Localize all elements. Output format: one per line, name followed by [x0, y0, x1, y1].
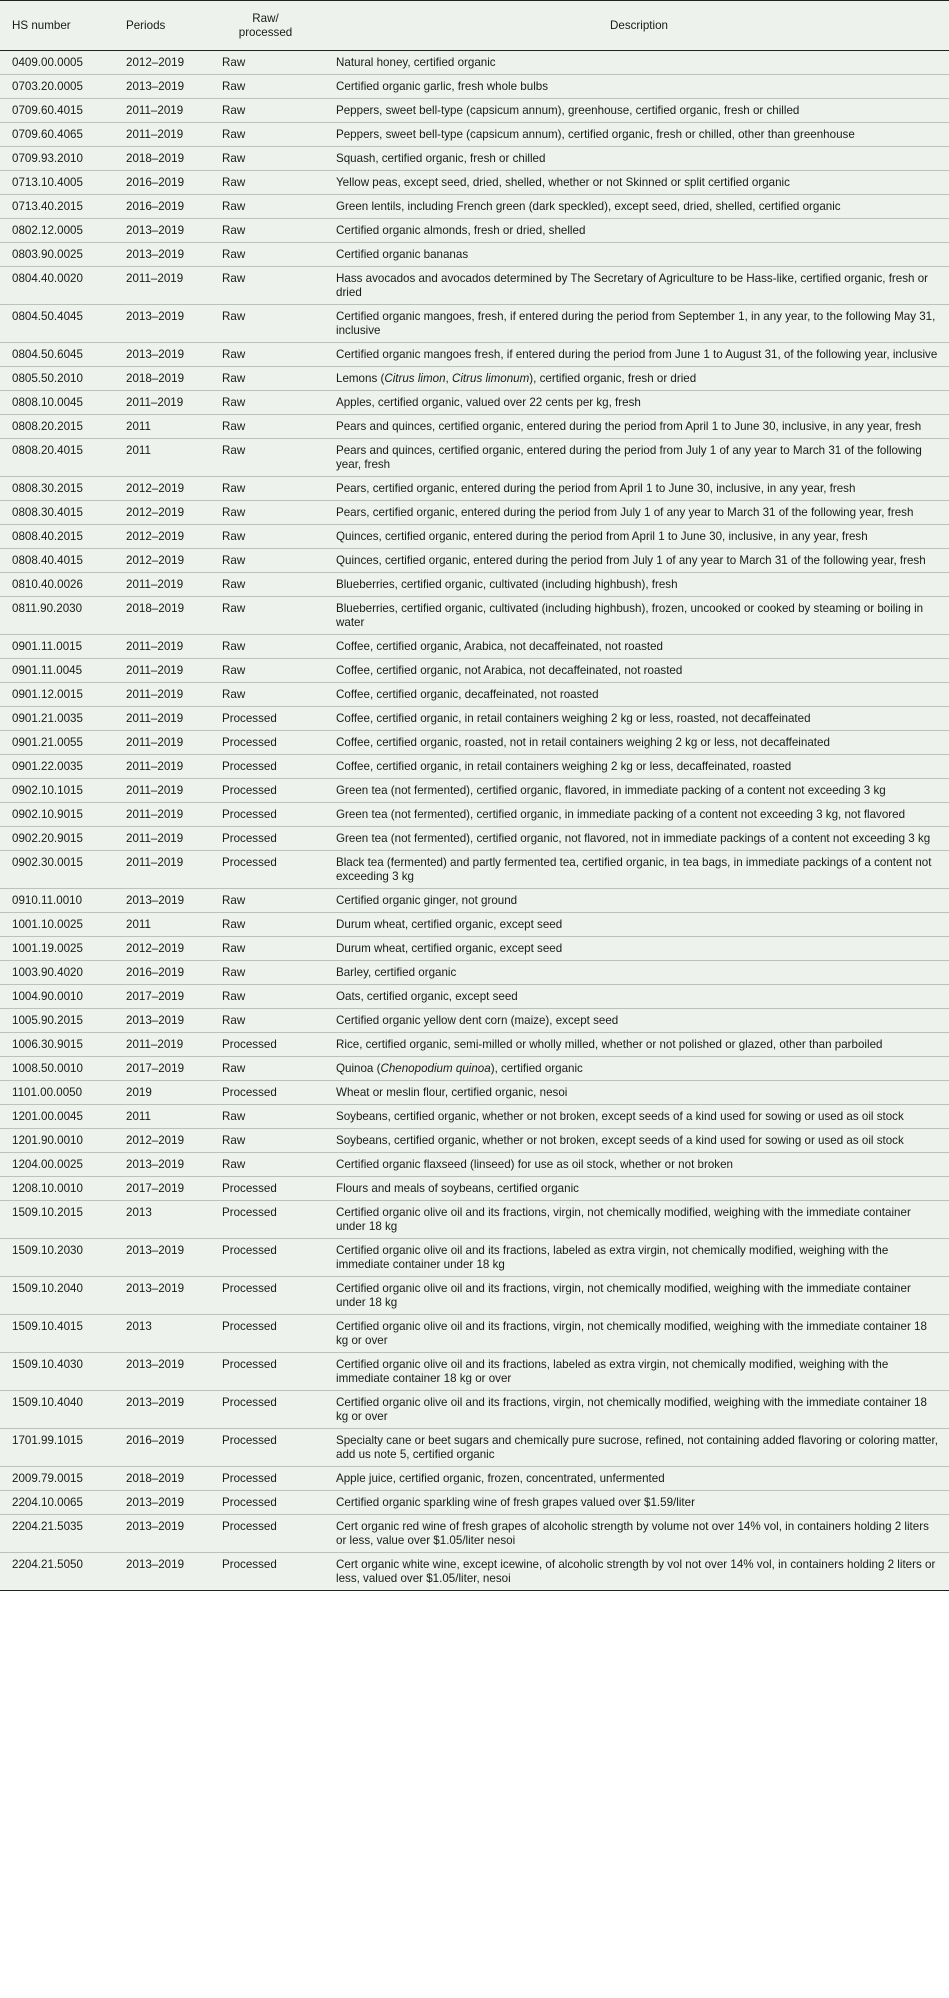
description-cell: Certified organic yellow dent corn (maize), except seed	[323, 1009, 949, 1033]
hs-number-cell: 0901.22.0035	[0, 755, 112, 779]
hs-number-cell: 1006.30.9015	[0, 1033, 112, 1057]
hs-number-cell: 1001.10.0025	[0, 913, 112, 937]
table-row	[0, 1129, 949, 1153]
raw-processed-cell: Raw	[210, 525, 323, 549]
period-cell: 2013–2019	[112, 889, 210, 913]
table-row	[0, 803, 949, 827]
description-cell: Flours and meals of soybeans, certified organic	[323, 1177, 949, 1201]
raw-processed-cell: Raw	[210, 501, 323, 525]
table-row	[0, 659, 949, 683]
column-header-periods: Periods	[112, 1, 210, 51]
description-cell: Oats, certified organic, except seed	[323, 985, 949, 1009]
description-cell: Black tea (fermented) and partly fermented tea, certified organic, in tea bags, in immediate packings of a content not exceeding 3 kg	[323, 851, 949, 889]
raw-processed-cell: Raw	[210, 171, 323, 195]
hs-number-cell: 0713.10.4005	[0, 171, 112, 195]
header-row	[0, 1, 949, 51]
raw-processed-cell: Raw	[210, 549, 323, 573]
raw-processed-cell: Raw	[210, 961, 323, 985]
description-cell: Certified organic olive oil and its fractions, virgin, not chemically modified, weighing with the immediate container under 18 kg	[323, 1277, 949, 1315]
period-cell: 2013–2019	[112, 75, 210, 99]
table-row	[0, 99, 949, 123]
period-cell: 2012–2019	[112, 525, 210, 549]
table-row	[0, 1515, 949, 1553]
description-cell: Cert organic red wine of fresh grapes of alcoholic strength by volume not over 14% vol, in containers holding 2 liters or less, value over $1.05/liter nesoi	[323, 1515, 949, 1553]
raw-processed-cell: Raw	[210, 597, 323, 635]
table-row	[0, 889, 949, 913]
hs-number-cell: 0409.00.0005	[0, 51, 112, 75]
hs-number-cell: 0713.40.2015	[0, 195, 112, 219]
period-cell: 2018–2019	[112, 1467, 210, 1491]
description-cell: Certified organic garlic, fresh whole bulbs	[323, 75, 949, 99]
hs-number-cell: 0901.11.0045	[0, 659, 112, 683]
period-cell: 2013–2019	[112, 1391, 210, 1429]
raw-processed-cell: Processed	[210, 1277, 323, 1315]
raw-processed-cell: Processed	[210, 1391, 323, 1429]
column-header-description: Description	[323, 1, 949, 51]
period-cell: 2011–2019	[112, 659, 210, 683]
table-row	[0, 477, 949, 501]
raw-processed-cell: Raw	[210, 99, 323, 123]
hs-number-cell: 1005.90.2015	[0, 1009, 112, 1033]
period-cell: 2012–2019	[112, 937, 210, 961]
description-cell: Apple juice, certified organic, frozen, concentrated, unfermented	[323, 1467, 949, 1491]
hs-number-cell: 0811.90.2030	[0, 597, 112, 635]
table-row	[0, 549, 949, 573]
period-cell: 2011–2019	[112, 99, 210, 123]
table-row	[0, 195, 949, 219]
table-row	[0, 913, 949, 937]
description-cell: Barley, certified organic	[323, 961, 949, 985]
period-cell: 2013	[112, 1201, 210, 1239]
description-cell: Durum wheat, certified organic, except seed	[323, 937, 949, 961]
raw-processed-cell: Raw	[210, 195, 323, 219]
description-text: ), certified organic, fresh or dried	[529, 372, 697, 385]
hs-number-cell: 0803.90.0025	[0, 243, 112, 267]
raw-processed-cell: Raw	[210, 219, 323, 243]
description-cell	[323, 367, 949, 391]
hs-number-cell: 0901.11.0015	[0, 635, 112, 659]
hs-number-cell: 0808.10.0045	[0, 391, 112, 415]
table-row	[0, 1177, 949, 1201]
description-cell: Cert organic white wine, except icewine, of alcoholic strength by vol not over 14% vol, in containers holding 2 liters or less, valued over $1.05/liter, nesoi	[323, 1553, 949, 1591]
period-cell: 2011–2019	[112, 731, 210, 755]
description-cell: Certified organic mangoes, fresh, if entered during the period from September 1, in any year, to the following May 31, inclusive	[323, 305, 949, 343]
hs-number-cell: 0703.20.0005	[0, 75, 112, 99]
hs-number-cell: 1509.10.2040	[0, 1277, 112, 1315]
hs-number-cell: 2009.79.0015	[0, 1467, 112, 1491]
raw-processed-cell: Processed	[210, 1315, 323, 1353]
raw-processed-cell: Processed	[210, 731, 323, 755]
period-cell: 2013–2019	[112, 243, 210, 267]
raw-processed-cell: Raw	[210, 913, 323, 937]
period-cell: 2016–2019	[112, 961, 210, 985]
species-name: Citrus limon	[384, 372, 446, 385]
period-cell: 2013–2019	[112, 1009, 210, 1033]
period-cell: 2011–2019	[112, 123, 210, 147]
description-cell: Certified organic mangoes fresh, if entered during the period from June 1 to August 31, of the following year, inclusive	[323, 343, 949, 367]
raw-processed-cell: Processed	[210, 1201, 323, 1239]
hs-number-cell: 0808.30.4015	[0, 501, 112, 525]
description-text: ), certified organic	[490, 1062, 583, 1075]
period-cell: 2013–2019	[112, 1353, 210, 1391]
table-row	[0, 1153, 949, 1177]
description-cell: Soybeans, certified organic, whether or not broken, except seeds of a kind used for sowing or used as oil stock	[323, 1105, 949, 1129]
period-cell: 2016–2019	[112, 171, 210, 195]
period-cell: 2013–2019	[112, 1277, 210, 1315]
description-cell: Yellow peas, except seed, dried, shelled, whether or not Skinned or split certified organic	[323, 171, 949, 195]
table-row	[0, 851, 949, 889]
description-text: ,	[445, 372, 452, 385]
description-cell: Squash, certified organic, fresh or chilled	[323, 147, 949, 171]
raw-processed-cell: Raw	[210, 243, 323, 267]
description-text: Quinoa (	[336, 1062, 381, 1075]
hs-number-cell: 1003.90.4020	[0, 961, 112, 985]
raw-processed-cell: Processed	[210, 803, 323, 827]
description-cell: Blueberries, certified organic, cultivated (including highbush), frozen, uncooked or cooked by steaming or boiling in water	[323, 597, 949, 635]
description-cell: Pears, certified organic, entered during the period from April 1 to June 30, inclusive, in any year, fresh	[323, 477, 949, 501]
description-cell: Pears and quinces, certified organic, entered during the period from April 1 to June 30, inclusive, in any year, fresh	[323, 415, 949, 439]
description-cell: Certified organic olive oil and its fractions, virgin, not chemically modified, weighing with the immediate container 18 kg or over	[323, 1391, 949, 1429]
table-row	[0, 171, 949, 195]
hs-number-cell: 0808.30.2015	[0, 477, 112, 501]
description-cell: Certified organic sparkling wine of fresh grapes valued over $1.59/liter	[323, 1491, 949, 1515]
period-cell: 2011–2019	[112, 635, 210, 659]
hs-number-cell: 0902.10.9015	[0, 803, 112, 827]
raw-processed-cell: Processed	[210, 1081, 323, 1105]
hs-number-cell: 0709.60.4015	[0, 99, 112, 123]
period-cell: 2012–2019	[112, 1129, 210, 1153]
table-row	[0, 1033, 949, 1057]
table-row	[0, 51, 949, 75]
hs-number-cell: 0805.50.2010	[0, 367, 112, 391]
raw-processed-cell: Processed	[210, 1177, 323, 1201]
raw-processed-cell: Processed	[210, 779, 323, 803]
table-row	[0, 1239, 949, 1277]
hs-number-cell: 0802.12.0005	[0, 219, 112, 243]
table-row	[0, 573, 949, 597]
period-cell: 2013–2019	[112, 343, 210, 367]
period-cell: 2018–2019	[112, 597, 210, 635]
raw-processed-cell: Raw	[210, 75, 323, 99]
hs-number-cell: 0804.50.4045	[0, 305, 112, 343]
description-cell: Coffee, certified organic, in retail containers weighing 2 kg or less, decaffeinated, roasted	[323, 755, 949, 779]
period-cell: 2011	[112, 1105, 210, 1129]
table-row	[0, 1105, 949, 1129]
table-row	[0, 367, 949, 391]
period-cell: 2013	[112, 1315, 210, 1353]
period-cell: 2011–2019	[112, 267, 210, 305]
hs-number-cell: 1201.90.0010	[0, 1129, 112, 1153]
table-row	[0, 597, 949, 635]
column-header-raw-line2: processed	[238, 25, 293, 39]
period-cell: 2011–2019	[112, 573, 210, 597]
hs-number-cell: 2204.21.5035	[0, 1515, 112, 1553]
hs-number-cell: 0902.20.9015	[0, 827, 112, 851]
period-cell: 2017–2019	[112, 1177, 210, 1201]
period-cell: 2019	[112, 1081, 210, 1105]
period-cell: 2013–2019	[112, 305, 210, 343]
column-header-hs-number: HS number	[0, 1, 112, 51]
period-cell: 2017–2019	[112, 985, 210, 1009]
species-name: Chenopodium quinoa	[380, 1062, 491, 1075]
description-cell: Pears, certified organic, entered during the period from July 1 of any year to March 31 of the following year, fresh	[323, 501, 949, 525]
hs-number-cell: 0901.12.0015	[0, 683, 112, 707]
description-cell: Coffee, certified organic, in retail containers weighing 2 kg or less, roasted, not decaffeinated	[323, 707, 949, 731]
description-cell: Green tea (not fermented), certified organic, not flavored, not in immediate packings of a content not exceeding 3 kg	[323, 827, 949, 851]
table-header	[0, 1, 949, 51]
hs-number-cell: 0709.60.4065	[0, 123, 112, 147]
table-row	[0, 525, 949, 549]
raw-processed-cell: Raw	[210, 51, 323, 75]
raw-processed-cell: Raw	[210, 683, 323, 707]
raw-processed-cell: Processed	[210, 1553, 323, 1591]
raw-processed-cell: Raw	[210, 937, 323, 961]
raw-processed-cell: Raw	[210, 147, 323, 171]
table-row	[0, 123, 949, 147]
column-header-raw-line1: Raw/	[252, 11, 279, 25]
raw-processed-cell: Raw	[210, 1009, 323, 1033]
period-cell: 2018–2019	[112, 147, 210, 171]
hs-number-cell: 2204.21.5050	[0, 1553, 112, 1591]
description-cell: Green tea (not fermented), certified organic, in immediate packing of a content not exceeding 3 kg, not flavored	[323, 803, 949, 827]
hs-number-cell: 0901.21.0035	[0, 707, 112, 731]
raw-processed-cell: Raw	[210, 477, 323, 501]
description-cell: Pears and quinces, certified organic, entered during the period from July 1 of any year to March 31 of the following year, fresh	[323, 439, 949, 477]
hs-number-cell: 0808.40.4015	[0, 549, 112, 573]
table-row	[0, 1353, 949, 1391]
period-cell: 2011–2019	[112, 683, 210, 707]
table-row	[0, 985, 949, 1009]
hs-number-cell: 1008.50.0010	[0, 1057, 112, 1081]
table-row	[0, 1201, 949, 1239]
table-row	[0, 1391, 949, 1429]
table-row	[0, 1277, 949, 1315]
raw-processed-cell: Processed	[210, 1429, 323, 1467]
hs-number-cell: 2204.10.0065	[0, 1491, 112, 1515]
raw-processed-cell: Raw	[210, 267, 323, 305]
description-cell: Apples, certified organic, valued over 22 cents per kg, fresh	[323, 391, 949, 415]
table-row	[0, 683, 949, 707]
table-row	[0, 937, 949, 961]
description-cell: Certified organic olive oil and its fractions, virgin, not chemically modified, weighing with the immediate container under 18 kg	[323, 1201, 949, 1239]
period-cell: 2011	[112, 913, 210, 937]
hs-number-cell: 0808.40.2015	[0, 525, 112, 549]
description-cell: Green lentils, including French green (dark speckled), except seed, dried, shelled, certified organic	[323, 195, 949, 219]
description-cell: Natural honey, certified organic	[323, 51, 949, 75]
species-name: Citrus limonum	[451, 372, 530, 385]
raw-processed-cell: Raw	[210, 415, 323, 439]
hs-number-cell: 0810.40.0026	[0, 573, 112, 597]
table-row	[0, 501, 949, 525]
hs-number-cell: 0804.50.6045	[0, 343, 112, 367]
period-cell: 2011–2019	[112, 827, 210, 851]
raw-processed-cell: Raw	[210, 1105, 323, 1129]
raw-processed-cell: Raw	[210, 635, 323, 659]
table-body	[0, 51, 949, 1591]
hs-number-cell: 0902.30.0015	[0, 851, 112, 889]
description-cell: Hass avocados and avocados determined by The Secretary of Agriculture to be Hass-like, certified organic, fresh or dried	[323, 267, 949, 305]
period-cell: 2011–2019	[112, 391, 210, 415]
description-cell: Coffee, certified organic, not Arabica, not decaffeinated, not roasted	[323, 659, 949, 683]
period-cell: 2012–2019	[112, 549, 210, 573]
table-row	[0, 147, 949, 171]
hs-number-cell: 1509.10.2030	[0, 1239, 112, 1277]
period-cell: 2017–2019	[112, 1057, 210, 1081]
period-cell: 2013–2019	[112, 1239, 210, 1277]
hs-number-cell: 1101.00.0050	[0, 1081, 112, 1105]
raw-processed-cell: Raw	[210, 1057, 323, 1081]
raw-processed-cell: Raw	[210, 985, 323, 1009]
description-cell: Certified organic almonds, fresh or dried, shelled	[323, 219, 949, 243]
raw-processed-cell: Raw	[210, 123, 323, 147]
period-cell: 2012–2019	[112, 477, 210, 501]
period-cell: 2013–2019	[112, 1553, 210, 1591]
table-row	[0, 415, 949, 439]
description-cell: Coffee, certified organic, Arabica, not decaffeinated, not roasted	[323, 635, 949, 659]
table-row	[0, 243, 949, 267]
raw-processed-cell: Processed	[210, 1467, 323, 1491]
hs-number-cell: 1001.19.0025	[0, 937, 112, 961]
column-header-raw-processed	[210, 1, 323, 51]
raw-processed-cell: Raw	[210, 439, 323, 477]
raw-processed-cell: Raw	[210, 1129, 323, 1153]
hs-number-cell: 1509.10.4030	[0, 1353, 112, 1391]
raw-processed-cell: Raw	[210, 1153, 323, 1177]
table-row	[0, 1491, 949, 1515]
period-cell: 2011	[112, 439, 210, 477]
period-cell: 2012–2019	[112, 51, 210, 75]
hs-number-cell: 0808.20.2015	[0, 415, 112, 439]
hs-number-cell: 0902.10.1015	[0, 779, 112, 803]
description-cell: Coffee, certified organic, decaffeinated, not roasted	[323, 683, 949, 707]
table-row	[0, 1553, 949, 1591]
period-cell: 2016–2019	[112, 1429, 210, 1467]
raw-processed-cell: Processed	[210, 1515, 323, 1553]
hs-number-cell: 0901.21.0055	[0, 731, 112, 755]
description-cell: Specialty cane or beet sugars and chemically pure sucrose, refined, not containing added flavoring or coloring matter, add us note 5, certified organic	[323, 1429, 949, 1467]
raw-processed-cell: Processed	[210, 755, 323, 779]
table-row	[0, 1429, 949, 1467]
table-row	[0, 1081, 949, 1105]
table-row	[0, 755, 949, 779]
table-row	[0, 961, 949, 985]
description-cell: Certified organic olive oil and its fractions, labeled as extra virgin, not chemically modified, weighing with the immediate container 18 kg or over	[323, 1353, 949, 1391]
period-cell: 2011–2019	[112, 707, 210, 731]
description-cell: Rice, certified organic, semi-milled or wholly milled, whether or not polished or glazed, other than parboiled	[323, 1033, 949, 1057]
hs-number-cell: 1201.00.0045	[0, 1105, 112, 1129]
raw-processed-cell: Raw	[210, 659, 323, 683]
table-row	[0, 779, 949, 803]
period-cell: 2012–2019	[112, 501, 210, 525]
table-row	[0, 1057, 949, 1081]
hs-number-cell: 0709.93.2010	[0, 147, 112, 171]
period-cell: 2011–2019	[112, 851, 210, 889]
raw-processed-cell: Raw	[210, 343, 323, 367]
period-cell: 2011–2019	[112, 779, 210, 803]
raw-processed-cell: Processed	[210, 1239, 323, 1277]
period-cell: 2018–2019	[112, 367, 210, 391]
hs-number-cell: 1509.10.4015	[0, 1315, 112, 1353]
description-cell: Certified organic flaxseed (linseed) for use as oil stock, whether or not broken	[323, 1153, 949, 1177]
table-row	[0, 1467, 949, 1491]
description-cell: Quinces, certified organic, entered during the period from April 1 to June 30, inclusive, in any year, fresh	[323, 525, 949, 549]
period-cell: 2013–2019	[112, 1491, 210, 1515]
description-cell: Certified organic olive oil and its fractions, virgin, not chemically modified, weighing with the immediate container 18 kg or over	[323, 1315, 949, 1353]
description-cell	[323, 1057, 949, 1081]
description-cell: Green tea (not fermented), certified organic, flavored, in immediate packing of a content not exceeding 3 kg	[323, 779, 949, 803]
hs-number-cell: 0804.40.0020	[0, 267, 112, 305]
description-cell: Peppers, sweet bell-type (capsicum annum), greenhouse, certified organic, fresh or chilled	[323, 99, 949, 123]
table-row	[0, 731, 949, 755]
period-cell: 2011–2019	[112, 803, 210, 827]
table-row	[0, 391, 949, 415]
period-cell: 2011	[112, 415, 210, 439]
raw-processed-cell: Processed	[210, 707, 323, 731]
description-cell: Coffee, certified organic, roasted, not in retail containers weighing 2 kg or less, not decaffeinated	[323, 731, 949, 755]
period-cell: 2016–2019	[112, 195, 210, 219]
raw-processed-cell: Processed	[210, 1033, 323, 1057]
description-cell: Wheat or meslin flour, certified organic, nesoi	[323, 1081, 949, 1105]
hs-number-cell: 1701.99.1015	[0, 1429, 112, 1467]
table-row	[0, 1315, 949, 1353]
period-cell: 2013–2019	[112, 219, 210, 243]
hs-number-cell: 0910.11.0010	[0, 889, 112, 913]
raw-processed-cell: Raw	[210, 305, 323, 343]
description-cell: Certified organic ginger, not ground	[323, 889, 949, 913]
table-row	[0, 707, 949, 731]
description-cell: Peppers, sweet bell-type (capsicum annum), certified organic, fresh or chilled, other than greenhouse	[323, 123, 949, 147]
description-cell: Certified organic olive oil and its fractions, labeled as extra virgin, not chemically modified, weighing with the immediate container under 18 kg	[323, 1239, 949, 1277]
description-text: Lemons (	[336, 372, 385, 385]
table-row	[0, 1009, 949, 1033]
period-cell: 2013–2019	[112, 1153, 210, 1177]
description-cell: Certified organic bananas	[323, 243, 949, 267]
raw-processed-cell: Processed	[210, 1491, 323, 1515]
table-row	[0, 635, 949, 659]
hs-number-cell: 0808.20.4015	[0, 439, 112, 477]
raw-processed-cell: Processed	[210, 851, 323, 889]
table-row	[0, 75, 949, 99]
table-row	[0, 343, 949, 367]
hs-number-cell: 1004.90.0010	[0, 985, 112, 1009]
table-row	[0, 827, 949, 851]
description-cell: Soybeans, certified organic, whether or not broken, except seeds of a kind used for sowing or used as oil stock	[323, 1129, 949, 1153]
raw-processed-cell: Raw	[210, 889, 323, 913]
hs-number-cell: 1208.10.0010	[0, 1177, 112, 1201]
raw-processed-cell: Raw	[210, 573, 323, 597]
table-row	[0, 267, 949, 305]
raw-processed-cell: Processed	[210, 1353, 323, 1391]
raw-processed-cell: Processed	[210, 827, 323, 851]
hs-number-cell: 1509.10.2015	[0, 1201, 112, 1239]
hs-number-cell: 1204.00.0025	[0, 1153, 112, 1177]
hs-number-cell: 1509.10.4040	[0, 1391, 112, 1429]
period-cell: 2013–2019	[112, 1515, 210, 1553]
raw-processed-cell: Raw	[210, 367, 323, 391]
raw-processed-cell: Raw	[210, 391, 323, 415]
table-row	[0, 219, 949, 243]
table-row	[0, 305, 949, 343]
description-cell: Blueberries, certified organic, cultivated (including highbush), fresh	[323, 573, 949, 597]
description-cell: Quinces, certified organic, entered during the period from July 1 of any year to March 31 of the following year, fresh	[323, 549, 949, 573]
description-cell: Durum wheat, certified organic, except seed	[323, 913, 949, 937]
period-cell: 2011–2019	[112, 1033, 210, 1057]
period-cell: 2011–2019	[112, 755, 210, 779]
table-row	[0, 439, 949, 477]
